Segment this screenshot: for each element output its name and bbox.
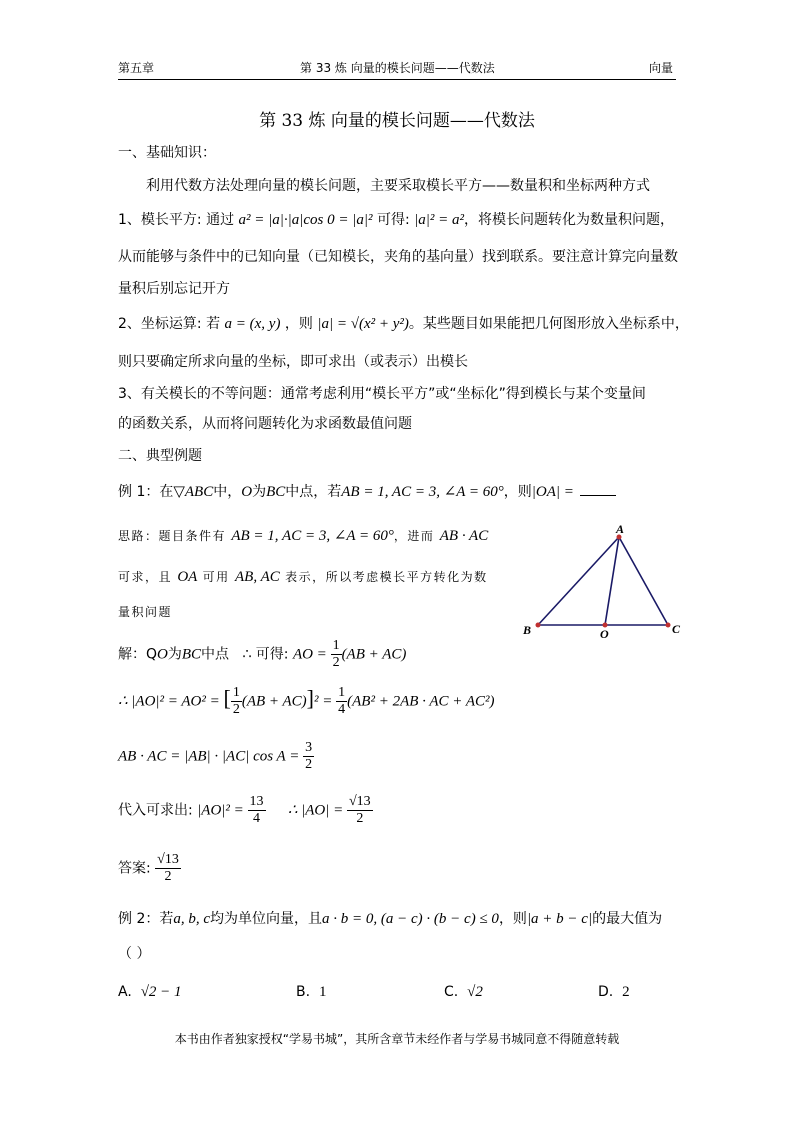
- solution-line3: [118, 740, 314, 773]
- ex2-vecs: a, b, c: [173, 911, 211, 927]
- frac-num: 1: [232, 685, 240, 700]
- sol-line3-a: AB · AC = |AB| · |AC| cos A =: [118, 748, 304, 765]
- item2-formula2: |a| = √(x² + y²): [317, 316, 409, 332]
- frac-den: 2: [356, 811, 364, 826]
- option-a: [118, 984, 182, 1001]
- header-chapter: 第五章: [118, 61, 155, 75]
- option-b-value: 1: [318, 984, 327, 1000]
- sol-text-e: 中点: [201, 646, 230, 663]
- ex2-expr: |a + b − c|: [526, 911, 593, 927]
- answer-blank: [580, 495, 616, 496]
- point-c-dot: [666, 623, 671, 628]
- idea-vec-oa: OA: [177, 569, 198, 585]
- idea-dot-product: AB · AC: [439, 528, 489, 544]
- item2-line2: 则只要确定所求向量的坐标，即可求出（或表示）出模长: [118, 354, 468, 370]
- ex2-condition: a · b = 0, (a − c) · (b − c) ≤ 0: [322, 911, 499, 927]
- option-d-label: D.: [598, 984, 614, 1000]
- sol-eq1-left: AO =: [292, 646, 331, 663]
- point-b-dot: [536, 623, 541, 628]
- item1-formula: a² = |a|·|a|cos 0 = |a|²: [238, 212, 373, 228]
- ex1-text-f: 中点，若: [285, 484, 342, 500]
- frac-num: 1: [338, 685, 346, 700]
- sol-text-a: 解：Q: [118, 646, 158, 663]
- item2-text-c: 。某些题目如果能把几何图形放入坐标系中，: [408, 316, 689, 332]
- example2-paren: （ ）: [118, 946, 151, 962]
- frac-13-4: [248, 794, 266, 827]
- option-a-value: √2 − 1: [140, 984, 182, 1000]
- sol-line2-b: (AB + AC): [241, 693, 307, 710]
- answer-label: 答案:: [118, 860, 151, 877]
- option-c: [444, 984, 483, 1001]
- label-b: B: [523, 623, 532, 637]
- example2-question: [118, 909, 662, 929]
- frac-num: √13: [157, 852, 179, 867]
- solution-line2: ∴ |AO|² = AO² = [ $\frac{1}{2}$ (AB + AC)]² = $\frac{1}{4}$ (AB² + 2AB · AC + AC²): [118, 685, 495, 717]
- idea-text-1: 题目条件有: [158, 529, 227, 543]
- ex1-point-o: O: [241, 484, 253, 500]
- idea-vecs: AB, AC: [235, 569, 280, 585]
- option-c-label: C.: [444, 984, 459, 1000]
- idea-line1: [118, 526, 488, 545]
- frac-sqrt13-2: [347, 794, 373, 827]
- section-heading-basics: 一、基础知识：: [118, 145, 216, 161]
- item2-formula: a = (x, y): [224, 316, 281, 332]
- frac-den: 2: [305, 757, 313, 772]
- label-a: A: [616, 522, 625, 536]
- copyright-footer: 本书由作者独家授权“学易书城”，其所含章节未经作者与学易书城同意不得随意转载: [174, 1032, 620, 1046]
- sol-text-c: 为: [167, 646, 182, 663]
- ex1-text-g: ，则: [503, 484, 532, 500]
- sol-point-o: O: [157, 646, 168, 663]
- example1-question: [118, 482, 616, 502]
- answer-fraction: [155, 852, 181, 885]
- idea-text-2: ，进而: [393, 529, 435, 543]
- idea-line3: 量积问题: [118, 605, 173, 619]
- frac-half-1: [331, 638, 342, 671]
- header-rule: [118, 79, 676, 80]
- ex1-text-a: 例 1：在: [118, 484, 174, 500]
- item1-text-a: 1、模长平方: 通过: [118, 212, 235, 228]
- frac-den: 4: [338, 702, 346, 717]
- idea-text-3: 可求，且: [118, 570, 173, 584]
- option-b: [296, 984, 326, 1001]
- sol-text-f: ∴ 可得:: [242, 646, 289, 663]
- ex1-text-d: 为: [252, 484, 267, 500]
- sol-eq1-right: (AB + AC): [341, 646, 407, 663]
- ex1-condition: AB = 1, AC = 3, ∠A = 60°: [341, 484, 504, 500]
- ex1-text-b: 中，: [213, 484, 242, 500]
- frac-den: 4: [253, 811, 261, 826]
- item1-line1: [118, 210, 674, 230]
- item2-text-a: 2、坐标运算: 若: [118, 316, 221, 332]
- sol-bc: BC: [181, 646, 202, 663]
- option-b-label: B.: [296, 984, 311, 1000]
- ex2-text-a: 例 2：若: [118, 911, 174, 927]
- frac-den: 2: [232, 702, 240, 717]
- ex2-text-d: 的最大值为: [592, 911, 663, 927]
- idea-text-4: 可用: [202, 570, 230, 584]
- item1-line3: 量积后别忘记开方: [118, 281, 230, 297]
- sol-line4-b: |AO|² =: [197, 802, 248, 819]
- item3-line2: 的函数关系，从而将问题转化为求函数最值问题: [118, 416, 412, 432]
- option-a-label: A.: [118, 984, 132, 1000]
- frac-three-half: [303, 740, 314, 773]
- item3-line1: 3、有关模长的不等问题：通常考虑利用“模长平方”或“坐标化”得到模长与某个变量间: [118, 386, 646, 402]
- basics-intro: 利用代数方法处理向量的模长问题，主要采取模长平方——数量积和坐标两种方式: [146, 178, 650, 194]
- ex1-triangle: ▽ABC: [173, 484, 214, 500]
- frac-num: 1: [332, 638, 340, 653]
- sol-line2-a: ∴ |AO|² = AO² =: [118, 693, 224, 710]
- item2-text-b: ，则: [284, 316, 313, 332]
- ex1-segment-bc: BC: [266, 484, 286, 500]
- ex2-text-b: 均为单位向量，且: [210, 911, 323, 927]
- answer-line: [118, 852, 181, 885]
- idea-text-5: 表示，所以考虑模长平方转化为数: [285, 570, 488, 584]
- frac-den: 2: [164, 869, 172, 884]
- frac-half-2: [231, 685, 242, 718]
- frac-num: √13: [348, 794, 371, 809]
- label-o: O: [600, 627, 609, 641]
- frac-quarter: [336, 685, 347, 718]
- item1-line2: 从而能够与条件中的已知向量（已知模长，夹角的基向量）找到联系。要注意计算完向量数: [118, 249, 678, 265]
- section-heading-examples: 二、典型例题: [118, 448, 202, 464]
- frac-den: 2: [332, 655, 340, 670]
- sol-line4-c: ∴ |AO| =: [287, 802, 347, 819]
- option-d: [598, 984, 630, 1001]
- item2-line1: [118, 314, 689, 334]
- side-ac: [619, 537, 668, 625]
- item1-text-b: 可得:: [376, 212, 410, 228]
- solution-line1: [118, 638, 406, 671]
- item1-formula2: |a|² = a²: [414, 212, 465, 228]
- sol-line4-a: 代入可求出:: [118, 802, 193, 819]
- ex1-ask: |OA| =: [531, 484, 574, 500]
- idea-line2: [118, 568, 488, 586]
- idea-condition: AB = 1, AC = 3, ∠A = 60°: [231, 528, 394, 544]
- option-c-value: √2: [467, 984, 483, 1000]
- frac-num: 13: [249, 794, 264, 809]
- sol-line2-d: (AB² + 2AB · AC + AC²): [347, 693, 495, 710]
- sol-line2-c: ² =: [314, 693, 337, 710]
- item1-text-c: ，将模长问题转化为数量积问题，: [464, 212, 675, 228]
- triangle-figure: [515, 517, 690, 647]
- header-section: 第 33 炼 向量的模长问题——代数法: [300, 61, 495, 75]
- header-topic: 向量: [649, 61, 674, 75]
- solution-line4: [118, 794, 373, 827]
- label-c: C: [672, 622, 681, 636]
- page-title: 第 33 炼 向量的模长问题——代数法: [259, 111, 535, 131]
- option-d-value: 2: [622, 984, 630, 1000]
- frac-num: 3: [305, 740, 313, 755]
- idea-label: 思路：: [118, 529, 159, 543]
- ex2-text-c: ，则: [498, 911, 527, 927]
